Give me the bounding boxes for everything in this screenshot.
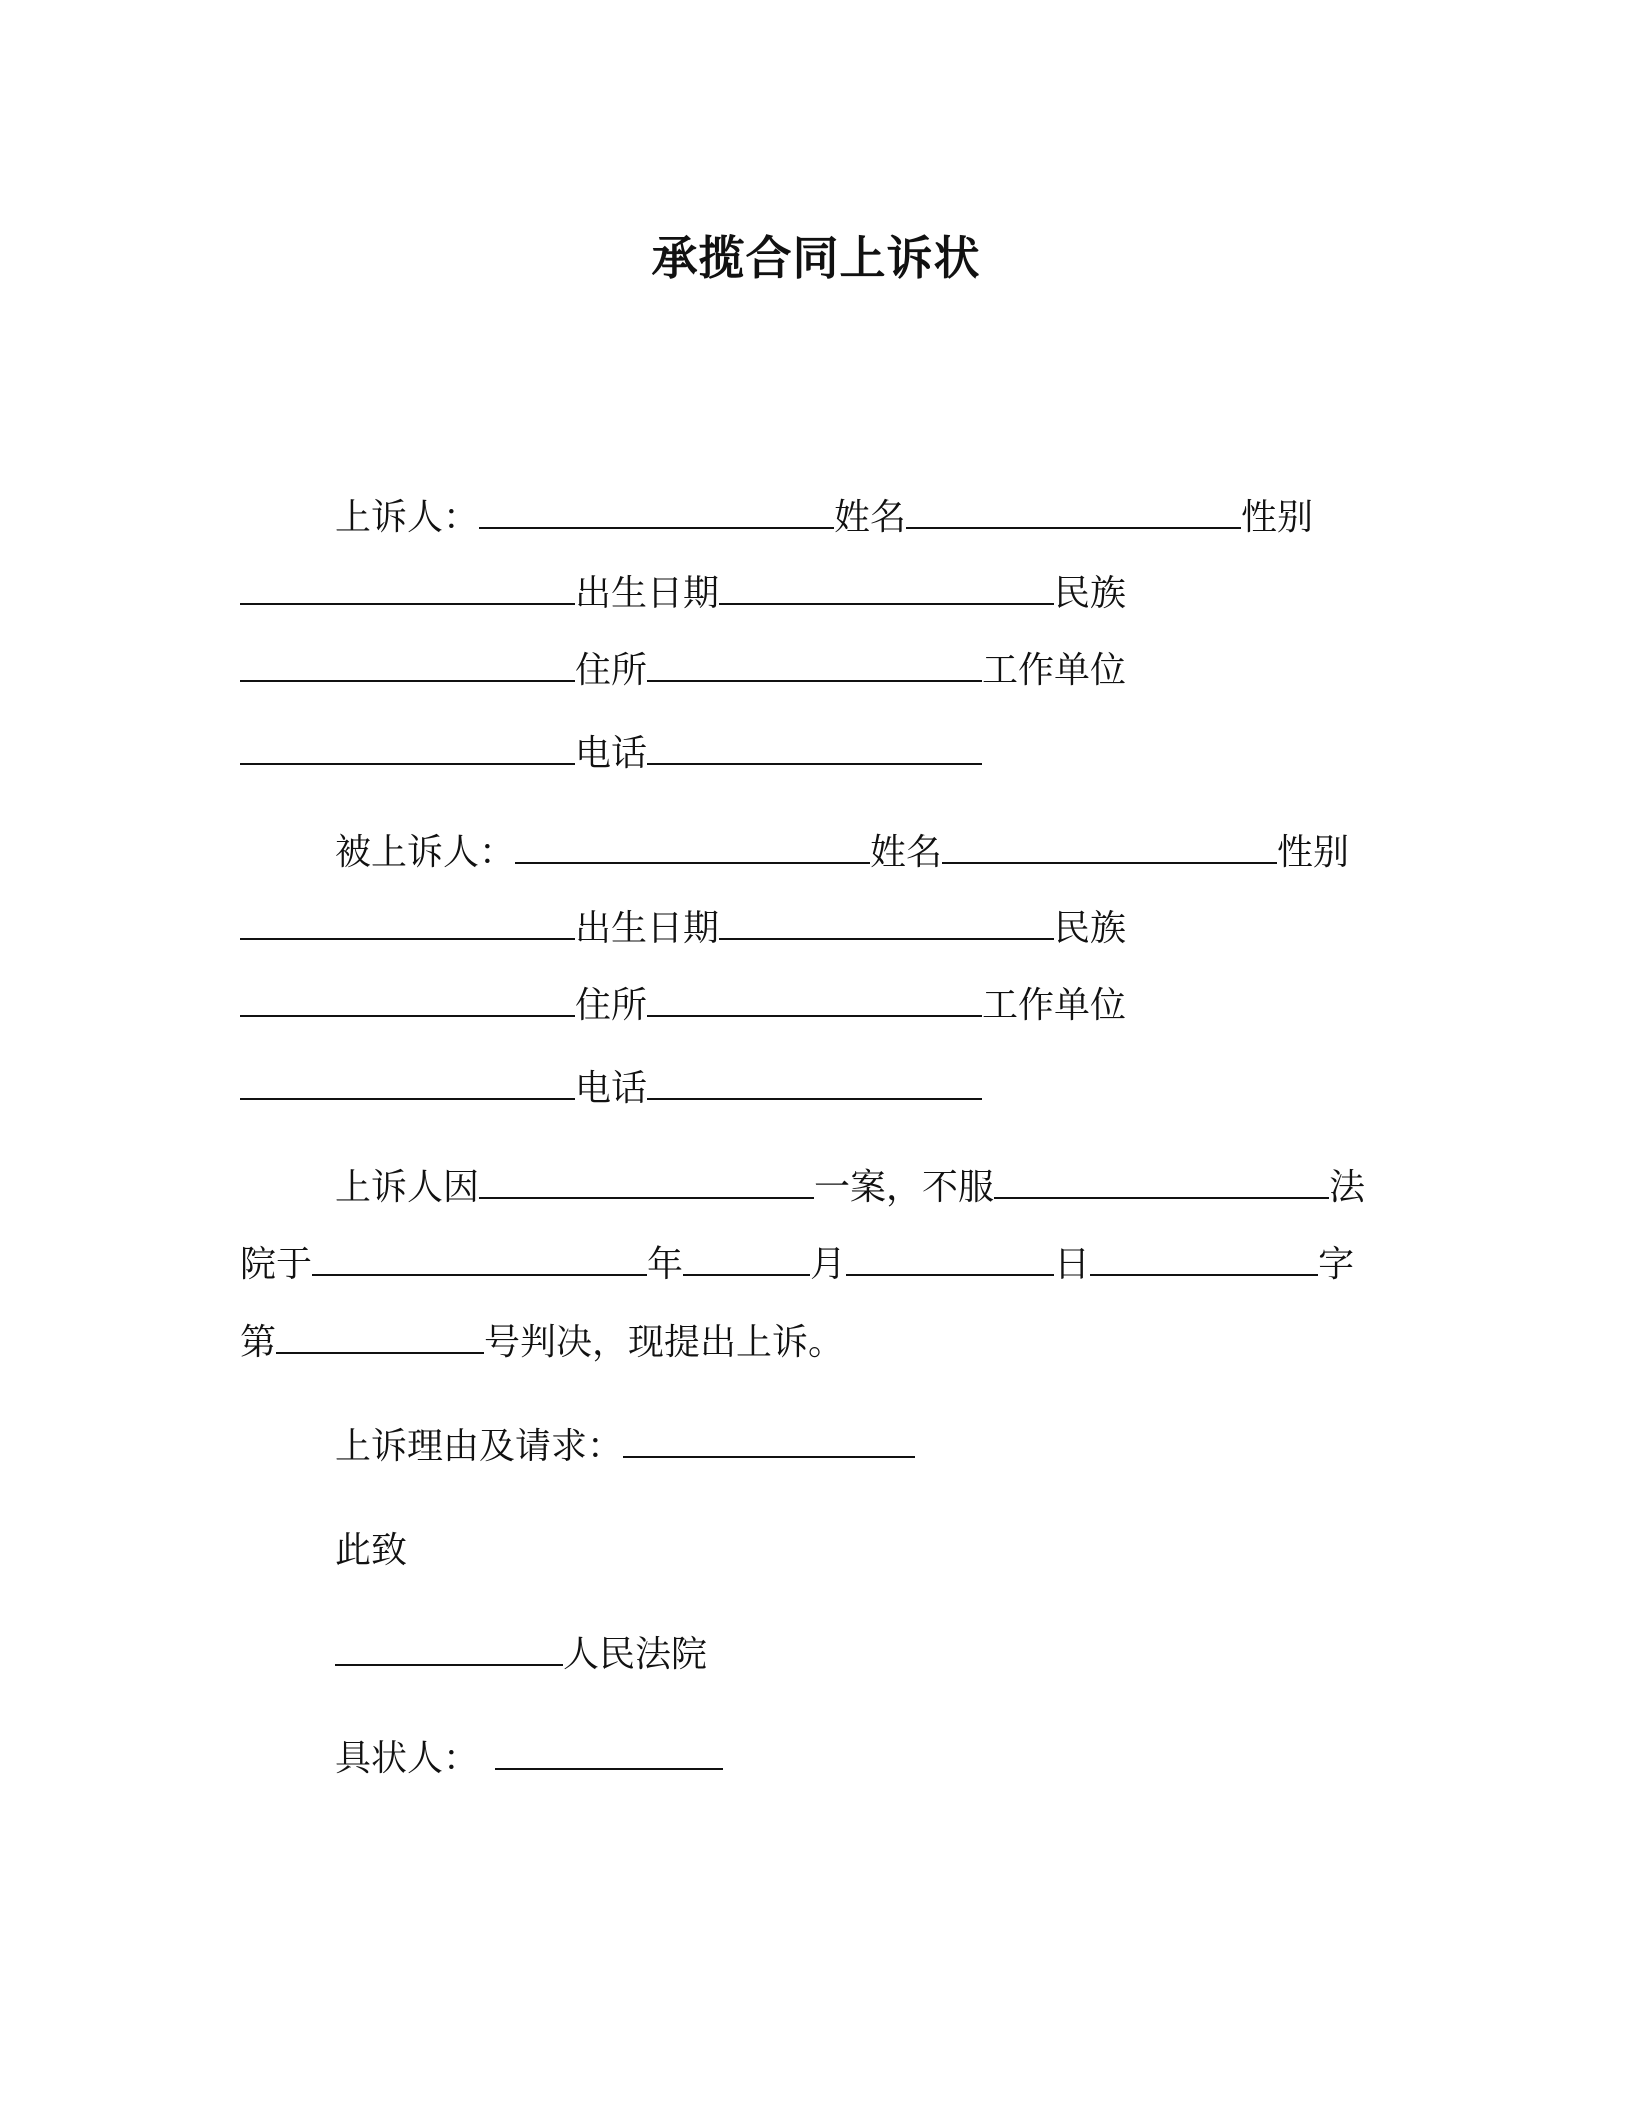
address-label: 住所 bbox=[575, 650, 648, 691]
blank bbox=[515, 832, 870, 864]
blank bbox=[240, 908, 575, 940]
reasons-line bbox=[335, 1423, 915, 1471]
case-line-1 bbox=[335, 1164, 1365, 1212]
case-line-3 bbox=[240, 1319, 844, 1367]
appellee-line-3 bbox=[240, 982, 1126, 1030]
blank bbox=[994, 1167, 1329, 1199]
reasons-label: 上诉理由及请求： bbox=[335, 1426, 624, 1467]
blank bbox=[719, 573, 1054, 605]
name-label: 姓名 bbox=[870, 832, 943, 873]
appellant-line-2 bbox=[240, 570, 1126, 618]
blank bbox=[276, 1322, 484, 1354]
blank bbox=[240, 650, 575, 682]
blank bbox=[1090, 1244, 1318, 1276]
blank bbox=[479, 1167, 814, 1199]
judgment-text: 号判决，现提出上诉。 bbox=[484, 1322, 845, 1363]
case-intro: 上诉人因 bbox=[335, 1167, 480, 1208]
day-label: 日 bbox=[1054, 1244, 1091, 1285]
blank bbox=[942, 832, 1277, 864]
court-rest: 院于 bbox=[240, 1244, 313, 1285]
zi-label: 字 bbox=[1318, 1244, 1355, 1285]
blank bbox=[479, 497, 834, 529]
appellee-line-1 bbox=[335, 829, 1349, 877]
birth-label: 出生日期 bbox=[575, 908, 720, 949]
year-label: 年 bbox=[647, 1244, 684, 1285]
case-line-2 bbox=[240, 1241, 1354, 1289]
salutation-line bbox=[335, 1527, 407, 1575]
blank bbox=[240, 733, 575, 765]
blank bbox=[719, 908, 1054, 940]
appellee-label: 被上诉人： bbox=[335, 832, 516, 873]
work-unit-label: 工作单位 bbox=[982, 650, 1127, 691]
appellant-line-3 bbox=[240, 647, 1126, 695]
address-label: 住所 bbox=[575, 985, 648, 1026]
appellant-label: 上诉人： bbox=[335, 497, 480, 538]
blank bbox=[312, 1244, 647, 1276]
salutation: 此致 bbox=[335, 1530, 408, 1571]
ethnicity-label: 民族 bbox=[1054, 908, 1127, 949]
signer-line bbox=[335, 1735, 723, 1783]
blank bbox=[647, 733, 982, 765]
gender-label: 性别 bbox=[1241, 497, 1314, 538]
blank bbox=[623, 1426, 915, 1458]
name-label: 姓名 bbox=[834, 497, 907, 538]
work-unit-label: 工作单位 bbox=[982, 985, 1127, 1026]
appellant-line-4 bbox=[240, 730, 982, 778]
blank bbox=[647, 985, 982, 1017]
blank bbox=[647, 650, 982, 682]
ethnicity-label: 民族 bbox=[1054, 573, 1127, 614]
blank bbox=[495, 1738, 723, 1770]
signer-label: 具状人： bbox=[335, 1738, 480, 1779]
birth-label: 出生日期 bbox=[575, 573, 720, 614]
appellant-line-1 bbox=[335, 494, 1313, 542]
blank bbox=[647, 1068, 982, 1100]
blank bbox=[683, 1244, 810, 1276]
month-label: 月 bbox=[810, 1244, 847, 1285]
blank bbox=[240, 1068, 575, 1100]
blank bbox=[335, 1634, 563, 1666]
blank bbox=[240, 573, 575, 605]
case-text: 一案，不服 bbox=[814, 1167, 995, 1208]
appellee-line-2 bbox=[240, 905, 1126, 953]
blank bbox=[906, 497, 1241, 529]
blank bbox=[846, 1244, 1054, 1276]
gender-label: 性别 bbox=[1277, 832, 1350, 873]
document-title: 承揽合同上诉状 bbox=[651, 231, 981, 285]
court-line bbox=[335, 1631, 707, 1679]
appellee-line-4 bbox=[240, 1065, 982, 1113]
court-label: 人民法院 bbox=[563, 1634, 708, 1675]
blank bbox=[240, 985, 575, 1017]
phone-label: 电话 bbox=[575, 1068, 648, 1109]
phone-label: 电话 bbox=[575, 733, 648, 774]
court-char: 法 bbox=[1329, 1167, 1366, 1208]
di-label: 第 bbox=[240, 1322, 277, 1363]
